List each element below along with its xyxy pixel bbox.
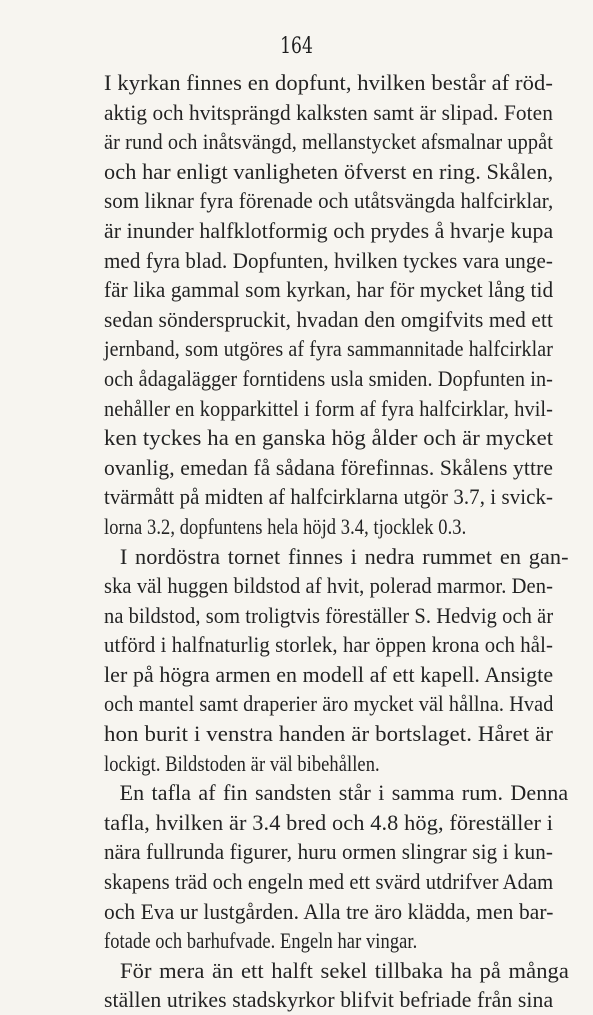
text-line: och har enligt vanligheten öfverst en ring. Skålen, — [104, 158, 554, 184]
text-line: aktig och hvitsprängd kalksten samt är slipad. Foten — [104, 99, 553, 125]
text-line: ken tyckes ha en ganska hög ålder och är mycket — [104, 425, 554, 451]
page-number: 164 — [280, 34, 313, 59]
text-line: En tafla af fin sandsten står i samma rum. Denna — [119, 780, 569, 806]
text-line: I nordöstra tornet finnes i nedra rummet en gan- — [119, 543, 569, 569]
text-line: sedan sönderspruckit, hvadan den omgifvits med ett — [104, 306, 554, 332]
text-line: ovanlig, emedan få sådana förefinnas. Skålens yttre — [104, 454, 553, 480]
text-line: hon burit i venstra handen är bortslaget. Håret är — [104, 721, 553, 747]
text-line: ska väl huggen bildstod af hvit, polerad marmor. Den- — [104, 573, 553, 599]
text-line: är inunder halfklotformig och prydes å hvarje kupa — [104, 217, 554, 243]
text-line: och Eva ur lustgården. Alla tre äro klädda, men bar- — [104, 898, 554, 924]
text-line: fär lika gammal som kyrkan, har för mycket lång tid — [104, 277, 554, 303]
text-line: I kyrkan finnes en dopfunt, hvilken består af röd- — [104, 70, 553, 95]
text-line: skapens träd och engeln med ett svärd utdrifver Adam — [104, 869, 554, 895]
text-line: nehåller en kopparkittel i form af fyra halfcirklar, hvil- — [104, 395, 553, 421]
text-line: är rund och inåtsvängd, mellanstycket afsmalnar uppåt — [104, 129, 554, 155]
text-line: fotade och barhufvade. Engeln har vingar. — [104, 928, 418, 954]
body-text — [104, 68, 569, 1015]
text-line: För mera än ett halft sekel tillbaka ha på många — [120, 957, 569, 983]
text-line: tafla, hvilken är 3.4 bred och 4.8 hög, föreställer i — [104, 809, 554, 835]
text-line: som liknar fyra förenade och utåtsvängda halfcirklar, — [104, 188, 554, 214]
text-line: utförd i halfnaturlig storlek, har öppen krona och hål- — [104, 632, 553, 658]
text-line: nära fullrunda figurer, huru ormen slingrar sig i kun- — [104, 839, 553, 865]
text-line: lockigt. Bildstoden är väl bibehållen. — [104, 750, 380, 776]
text-line: med fyra blad. Dopfunten, hvilken tyckes vara unge- — [104, 247, 553, 273]
text-line: jernband, som utgöres af fyra sammannitade halfcirklar — [104, 336, 553, 362]
text-line: ler på högra armen en modell af ett kapell. Ansigte — [104, 661, 554, 687]
text-line: tvärmått på midten af halfcirklarna utgör 3.7, i svick- — [104, 484, 554, 510]
text-line: och mantel samt draperier äro mycket väl hållna. Hvad — [104, 691, 554, 717]
text-line: och ådagalägger forntidens usla smiden. Dopfunten in- — [104, 365, 553, 391]
text-line: lorna 3.2, dopfuntens hela höjd 3.4, tjocklek 0.3. — [104, 513, 467, 539]
text-line: ställen utrikes stadskyrkor blifvit befriade från sina — [104, 987, 554, 1013]
text-line: na bildstod, som troligtvis föreställer S. Hedvig och är — [104, 602, 554, 628]
